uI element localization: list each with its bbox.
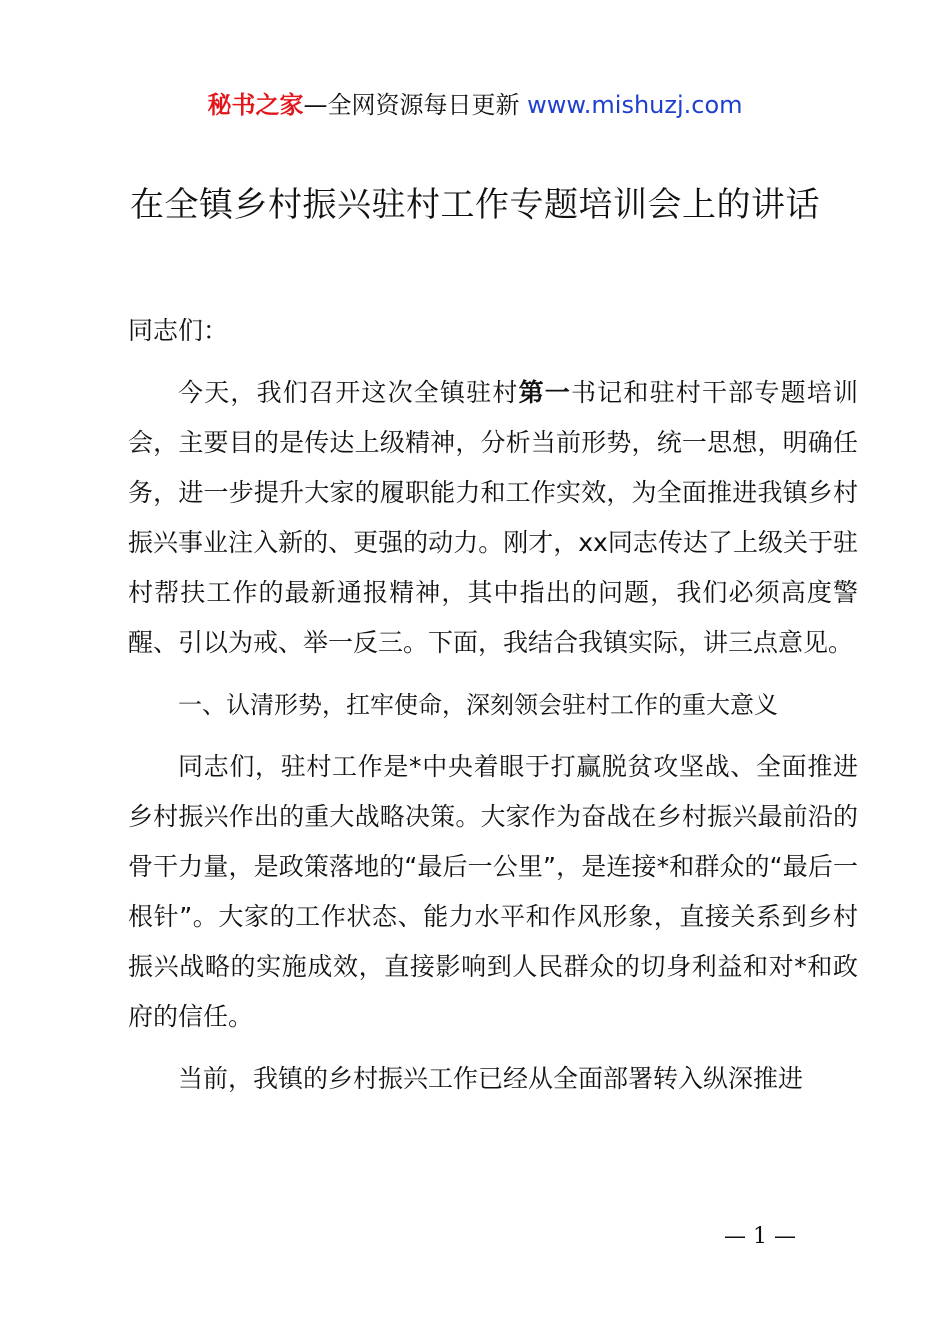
salutation: 同志们： [128, 316, 229, 345]
paragraph-intro-rest: 书记和驻村干部专题培训会，主要目的是传达上级精神，分析当前形势，统一思想，明确任务，进一步提升大家的履职能力和工作实效，为全面推进我镇乡村振兴事业注入新的、更强的动力。刚才，xx同志传达了上级关于驻村帮扶工作的最新通报精神，其中指出的问题，我们必须高度警醒、引以为戒、举一反三。下面，我结合我镇实际，讲三点意见。 [128, 378, 858, 657]
document-body [128, 306, 858, 1104]
paragraph-current-status: 当前，我镇的乡村振兴工作已经从全面部署转入纵深推进 [178, 1064, 804, 1093]
document-title: 在全镇乡村振兴驻村工作专题培训会上的讲话 [130, 185, 820, 225]
brand-name: 秘书之家 [207, 91, 304, 119]
paragraph-significance: 同志们，驻村工作是*中央着眼于打赢脱贫攻坚战、全面推进乡村振兴作出的重大战略决策。大家作为奋战在乡村振兴最前沿的骨干力量，是政策落地的“最后一公里”，是连接*和群众的“最后一根针”。大家的工作状态、能力水平和作风形象，直接关系到乡村振兴战略的实施成效，直接影响到人民群众的切身利益和对*和政府的信任。 [128, 752, 858, 1031]
paragraph-intro [128, 368, 858, 668]
paragraph-intro-start: 今天，我们召开这次全镇驻村 [178, 378, 519, 407]
banner-slogan: —全网资源每日更新 [303, 91, 520, 119]
section-heading-1: 一、认清形势，扛牢使命，深刻领会驻村工作的重大意义 [178, 691, 778, 719]
page-number: — 1 — [724, 1224, 796, 1249]
paragraph-intro-bold: 第一 [518, 378, 571, 407]
site-url-link[interactable]: www.mishuzj.com [527, 91, 743, 119]
site-banner [0, 88, 950, 122]
